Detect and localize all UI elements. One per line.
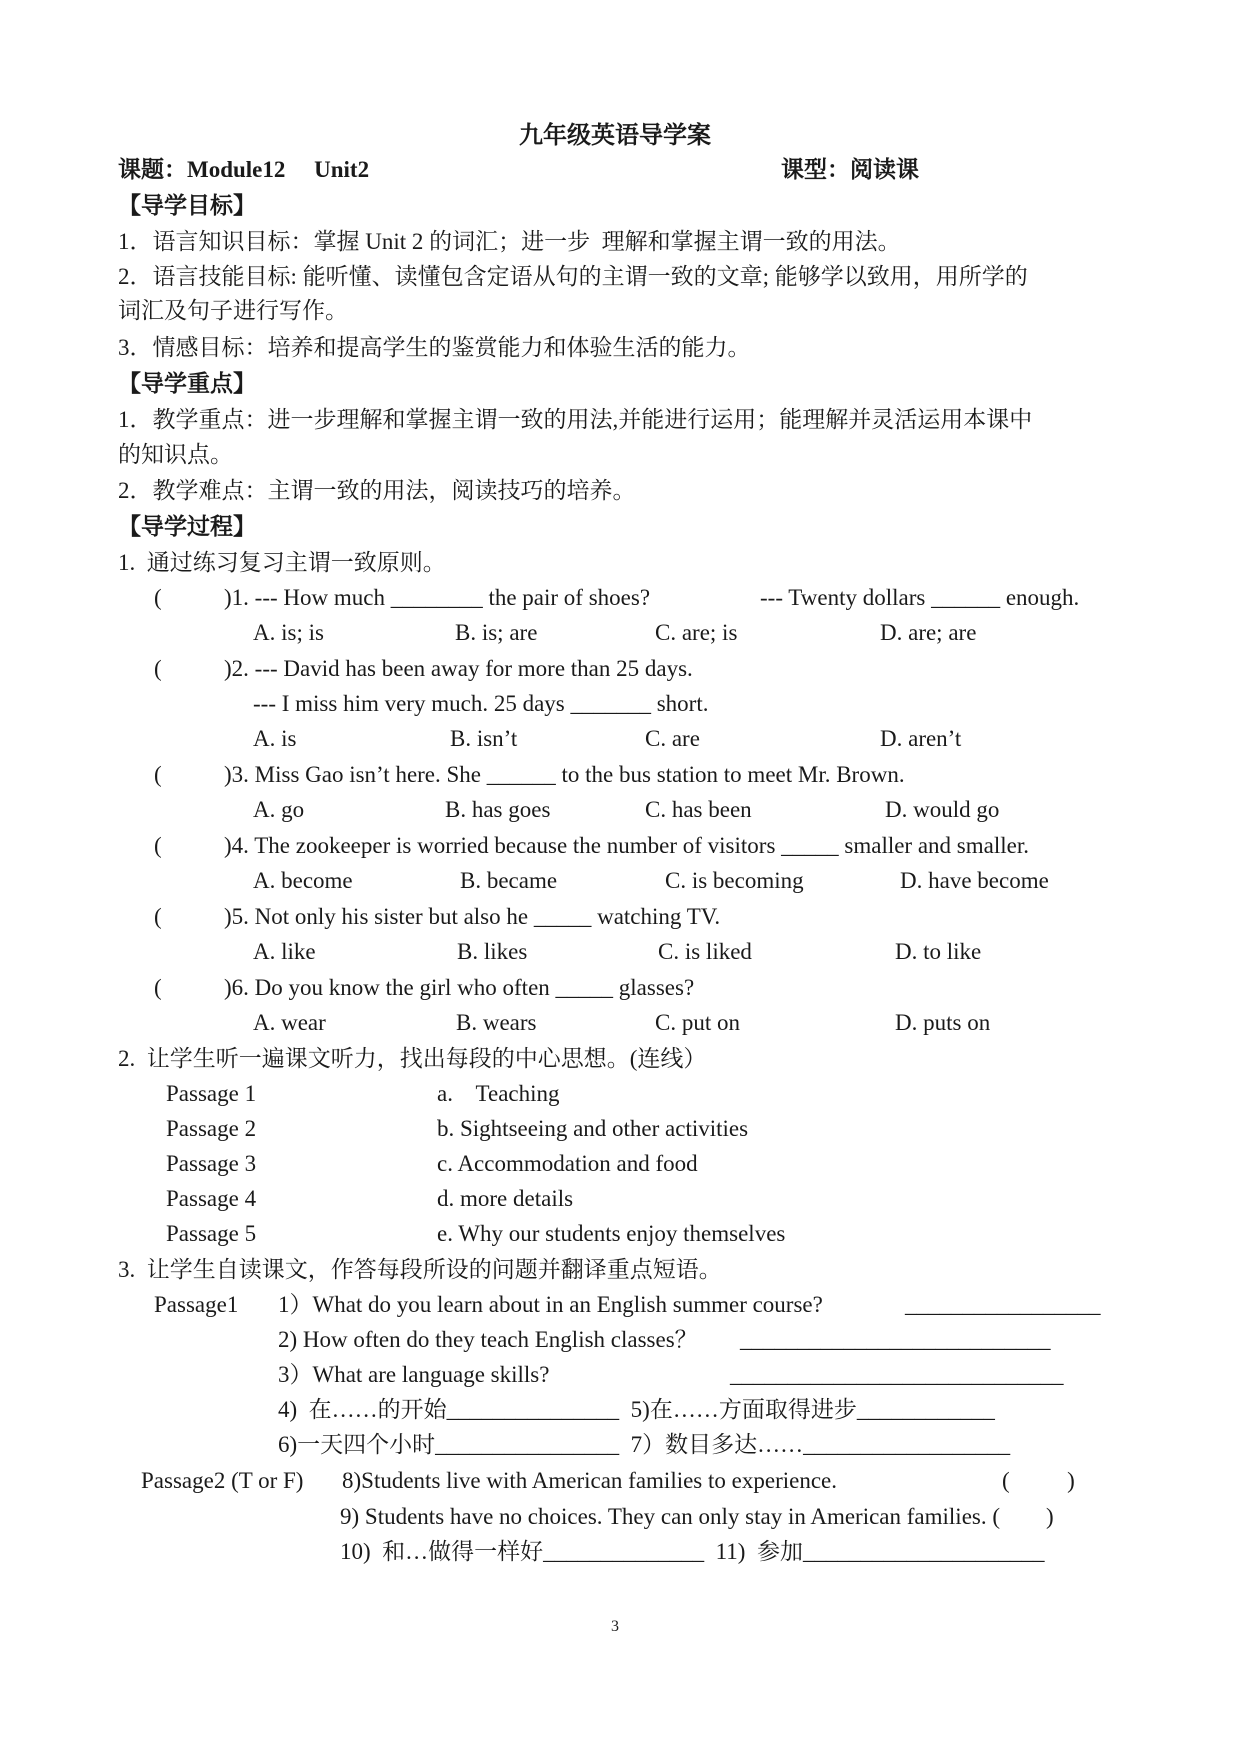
exercise-1-stem: )1. --- How much ________ the pair of shoes? bbox=[224, 585, 651, 610]
option-a: A. become bbox=[253, 868, 353, 893]
option-b: B. has goes bbox=[445, 797, 551, 822]
passage1-label: Passage1 bbox=[154, 1292, 239, 1317]
passage1-question-1: 1）What do you learn about in an English summer course? bbox=[278, 1292, 823, 1317]
answer-paren: ( bbox=[154, 585, 162, 610]
option-d: D. aren’t bbox=[880, 726, 962, 751]
answer-paren: ( bbox=[154, 904, 162, 929]
main-idea-option: c. Accommodation and food bbox=[437, 1151, 698, 1176]
option-d: D. to like bbox=[895, 939, 982, 964]
exercise-4-stem: )4. The zookeeper is worried because the number of visitors _____ smaller and smaller. bbox=[224, 833, 1029, 858]
answer-blank: _________________ bbox=[905, 1292, 1101, 1317]
topic-label: 课题：Module12 Unit2 bbox=[118, 157, 370, 182]
option-d: D. would go bbox=[885, 797, 1000, 822]
answer-blank: ___________________________ bbox=[740, 1327, 1051, 1352]
process-part-3: 3. 让学生自读课文，作答每段所设的问题并翻译重点短语。 bbox=[118, 1257, 722, 1282]
lesson-type-label: 课型：阅读课 bbox=[781, 157, 919, 182]
option-b: B. isn’t bbox=[450, 726, 518, 751]
option-c: C. are; is bbox=[655, 620, 738, 645]
passage-label: Passage 5 bbox=[166, 1221, 257, 1246]
objective-1: 1．语言知识目标：掌握 Unit 2 的词汇；进一步 理解和掌握主谓一致的用法。 bbox=[118, 229, 901, 254]
keypoint-1-cont: 的知识点。 bbox=[118, 442, 233, 467]
true-false-paren: ( ) bbox=[1002, 1468, 1075, 1493]
answer-blank: _____________________________ bbox=[730, 1362, 1064, 1387]
answer-paren: ( bbox=[154, 833, 162, 858]
option-c: C. is liked bbox=[658, 939, 752, 964]
option-a: A. wear bbox=[253, 1010, 326, 1035]
exercise-2-stem: )2. --- David has been away for more than 25 days. bbox=[224, 656, 693, 681]
option-d: D. are; are bbox=[880, 620, 977, 645]
main-idea-option: b. Sightseeing and other activities bbox=[437, 1116, 749, 1141]
passage1-phrases-6-7: 6)一天四个小时________________ 7）数目多达……__________________ bbox=[278, 1432, 1011, 1457]
answer-paren: ( bbox=[154, 762, 162, 787]
option-c: C. are bbox=[645, 726, 700, 751]
main-idea-option: e. Why our students enjoy themselves bbox=[437, 1221, 786, 1246]
objective-2: 2．语言技能目标: 能听懂、读懂包含定语从句的主谓一致的文章; 能够学以致用，用所学的 bbox=[118, 264, 1028, 289]
process-part-1: 1. 通过练习复习主谓一致原则。 bbox=[118, 550, 446, 575]
option-b: B. wears bbox=[456, 1010, 537, 1035]
answer-paren: ( bbox=[154, 656, 162, 681]
objective-2-cont: 词汇及句子进行写作。 bbox=[118, 298, 348, 323]
option-d: D. puts on bbox=[895, 1010, 991, 1035]
passage2-phrases-10-11: 10) 和…做得一样好______________ 11) 参加_____________________ bbox=[340, 1539, 1045, 1564]
keypoint-2: 2．教学难点：主谓一致的用法，阅读技巧的培养。 bbox=[118, 478, 636, 503]
main-idea-option: d. more details bbox=[437, 1186, 574, 1211]
keypoint-1: 1．教学重点：进一步理解和掌握主谓一致的用法,并能进行运用；能理解并灵活运用本课中 bbox=[118, 407, 1033, 432]
passage1-question-2: 2) How often do they teach English classes？ bbox=[278, 1327, 698, 1352]
objective-3: 3．情感目标：培养和提高学生的鉴赏能力和体验生活的能力。 bbox=[118, 335, 751, 360]
keypoints-heading: 【导学重点】 bbox=[118, 371, 256, 396]
passage2-statement-8: 8)Students live with American families to experience. bbox=[342, 1468, 837, 1493]
option-b: B. became bbox=[460, 868, 558, 893]
option-c: C. has been bbox=[645, 797, 752, 822]
option-c: C. put on bbox=[655, 1010, 740, 1035]
option-a: A. go bbox=[253, 797, 305, 822]
exercise-1-reply: --- Twenty dollars ______ enough. bbox=[760, 585, 1080, 610]
page-number: 3 bbox=[611, 1618, 619, 1635]
option-a: A. is bbox=[253, 726, 297, 751]
passage-label: Passage 3 bbox=[166, 1151, 257, 1176]
option-c: C. is becoming bbox=[665, 868, 804, 893]
option-a: A. is; is bbox=[253, 620, 324, 645]
option-b: B. is; are bbox=[455, 620, 538, 645]
answer-paren: ( bbox=[154, 975, 162, 1000]
exercise-2-stem-line2: --- I miss him very much. 25 days _______ short. bbox=[253, 691, 709, 716]
exercise-5-stem: )5. Not only his sister but also he _____ watching TV. bbox=[224, 904, 721, 929]
passage-label: Passage 2 bbox=[166, 1116, 257, 1141]
option-d: D. have become bbox=[900, 868, 1049, 893]
process-part-2: 2. 让学生听一遍课文听力，找出每段的中心思想。(连线） bbox=[118, 1046, 707, 1071]
exercise-6-stem: )6. Do you know the girl who often _____ glasses? bbox=[224, 975, 695, 1000]
passage1-question-3: 3）What are language skills? bbox=[278, 1362, 550, 1387]
process-heading: 【导学过程】 bbox=[118, 514, 256, 539]
passage2-statement-9: 9) Students have no choices. They can only stay in American families. ( ) bbox=[340, 1504, 1054, 1529]
option-a: A. like bbox=[253, 939, 316, 964]
objectives-heading: 【导学目标】 bbox=[118, 193, 256, 218]
option-b: B. likes bbox=[457, 939, 528, 964]
exercise-3-stem: )3. Miss Gao isn’t here. She ______ to the bus station to meet Mr. Brown. bbox=[224, 762, 905, 787]
passage1-phrases-4-5: 4) 在……的开始_______________ 5)在……方面取得进步____________ bbox=[278, 1397, 995, 1422]
main-idea-option: a. Teaching bbox=[437, 1081, 560, 1106]
passage-label: Passage 4 bbox=[166, 1186, 257, 1211]
passage2-label: Passage2 (T or F) bbox=[141, 1468, 304, 1493]
passage-label: Passage 1 bbox=[166, 1081, 257, 1106]
page-title: 九年级英语导学案 bbox=[519, 123, 711, 149]
